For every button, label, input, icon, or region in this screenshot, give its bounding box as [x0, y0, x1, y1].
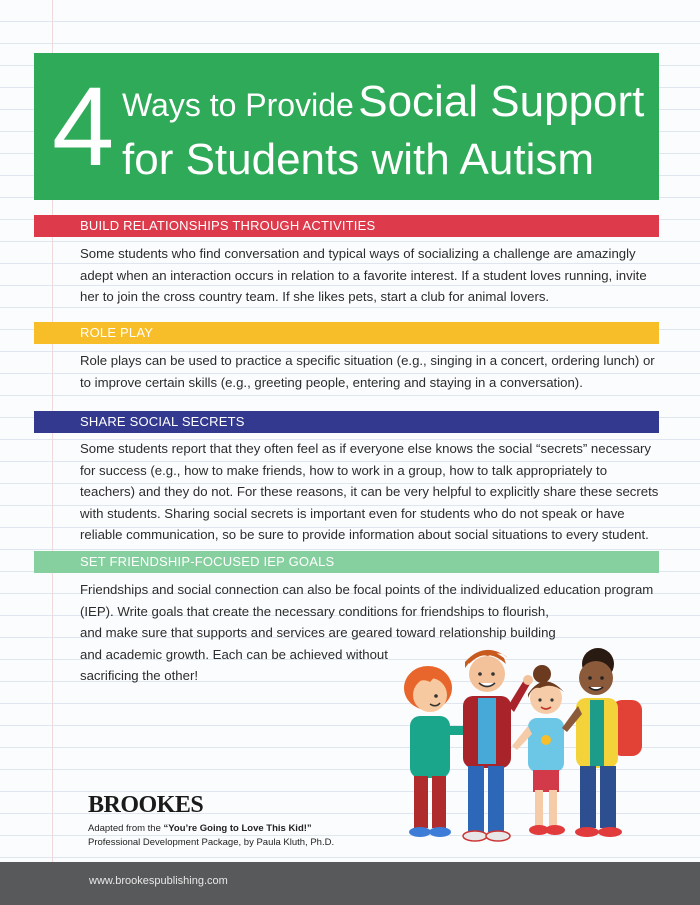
student-red-jacket-figure [463, 650, 533, 841]
brookes-logo: BROOKES [88, 792, 204, 818]
credit-prefix: Adapted from the [88, 823, 161, 834]
section-body-role-play: Role plays can be used to practice a specific situation (e.g., singing in a concert, ordering lunch) or to improve certain skills (e.g., greeting people, entering and staying in a conversation). [80, 353, 655, 390]
title-banner [34, 53, 659, 200]
section-body-activities: Some students who find conversation and typical ways of socializing a challenge are amazingly adept when an interaction occurs in relation to a favorite interest. If a student loves running, invite her to join the cross country team. If she likes pets, start a club for animal lovers. [80, 246, 647, 304]
iep-body-line: and academic growth. Each can be achieved without [80, 646, 388, 662]
title-emphasis: Social Support [358, 77, 645, 126]
student-redhead-figure [404, 666, 470, 837]
iep-body-line: (IEP). Write goals that create the necessary conditions for friendships to flourish, [80, 603, 549, 619]
title-number: 4 [52, 64, 113, 189]
credit-line-1 [88, 823, 312, 834]
section-heading-role-play: ROLE PLAY [34, 322, 659, 344]
title-line-2: for Students with Autism [122, 135, 594, 184]
section-body-iep-goals [80, 579, 654, 687]
student-backpack-figure [562, 648, 642, 837]
four-students-group-icon [390, 640, 650, 850]
credit-line-2: Professional Development Package, by Paula Kluth, Ph.D. [88, 837, 335, 848]
footer-bar [0, 862, 700, 905]
section-body-social-secrets: Some students report that they often feel as if everyone else knows the social “secrets” necessary for success (e.g., how to make friends, how to work in a group, how to talk appropriately to teachers) and they do not. For these reasons, it can be very helpful to explicitly share these secrets with students. Sharing social secrets is important even for students who do not speak or have reliable communication, so be sure to provide information about social situations to every student. [80, 441, 659, 542]
iep-body-line: sacrificing the other! [80, 668, 199, 683]
footer-url-link[interactable]: www.brookespublishing.com [89, 875, 228, 887]
iep-body-line: Friendships and social connection can also be focal points of the individualized education program [80, 582, 654, 597]
iep-body-line: and make sure that supports and services are geared toward relationship building [80, 625, 556, 640]
title-line-1 [122, 77, 644, 130]
title-prefix: Ways to Provide [122, 87, 354, 123]
section-heading-activities: BUILD RELATIONSHIPS THROUGH ACTIVITIES [34, 215, 659, 237]
section-heading-iep-goals: SET FRIENDSHIP-FOCUSED IEP GOALS [34, 551, 659, 573]
section-heading-social-secrets: SHARE SOCIAL SECRETS [34, 411, 659, 433]
credit-title: “You’re Going to Love This Kid!” [163, 823, 312, 834]
